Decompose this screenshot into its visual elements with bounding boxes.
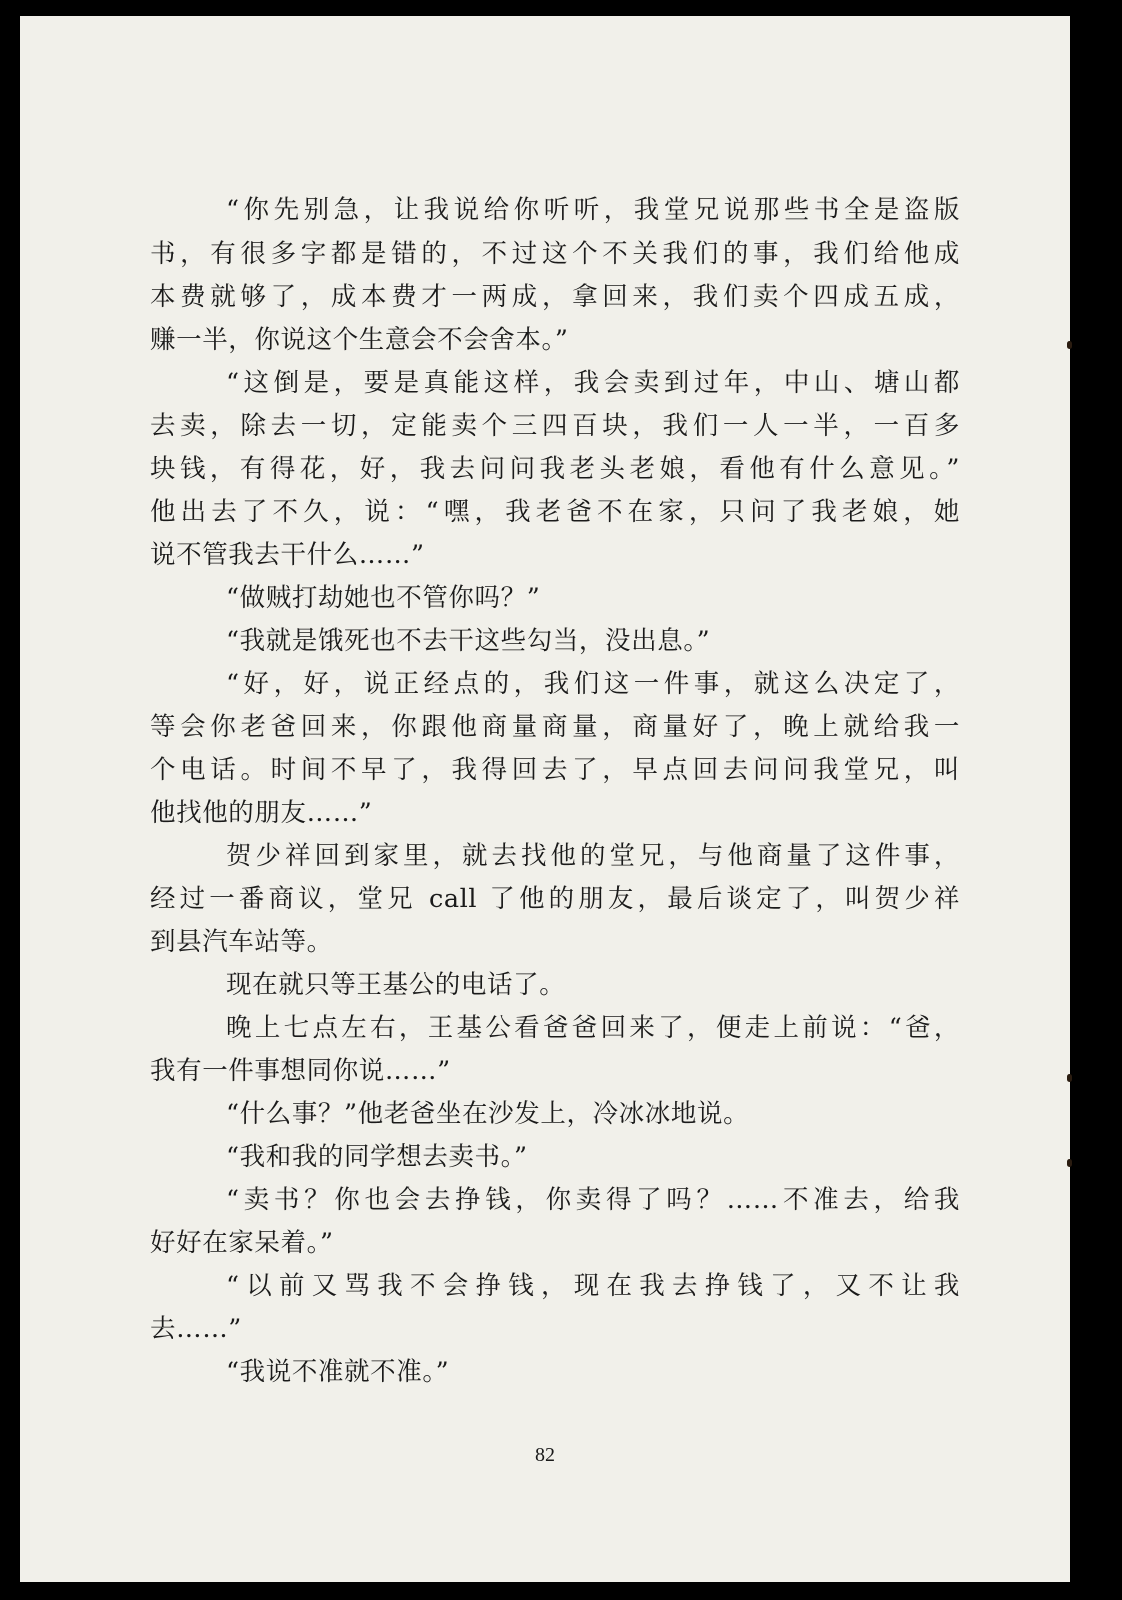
text-line: 我有一件事想同你说……” xyxy=(150,1056,451,1086)
text-line: “你先别急，让我说给你听听，我堂兄说那些书全是盗版 xyxy=(226,195,960,225)
page-edge-mark xyxy=(1067,341,1072,349)
text-line: 好好在家呆着。” xyxy=(150,1228,334,1258)
text-line: “我和我的同学想去卖书。” xyxy=(226,1142,528,1172)
page-body-text xyxy=(20,16,1070,1582)
page-edge-mark xyxy=(1067,1074,1072,1082)
text-line: “我说不准就不准。” xyxy=(226,1357,450,1387)
text-line: 他出去了不久，说：“嘿，我老爸不在家，只问了我老娘，她 xyxy=(150,497,960,527)
text-line: “我就是饿死也不去干这些勾当，没出息。” xyxy=(226,626,711,656)
text-line: “什么事？”他老爸坐在沙发上，冷冰冰地说。 xyxy=(226,1099,750,1129)
book-page xyxy=(20,16,1070,1582)
text-line: 个电话。时间不早了，我得回去了，早点回去问问我堂兄，叫 xyxy=(150,755,960,785)
text-line: 块钱，有得花，好，我去问问我老头老娘，看他有什么意见。” xyxy=(150,454,960,484)
text-line: “以前又骂我不会挣钱，现在我去挣钱了，又不让我 xyxy=(226,1271,960,1301)
text-line: “好，好，说正经点的，我们这一件事，就这么决定了， xyxy=(226,669,960,699)
text-line: 到县汽车站等。 xyxy=(150,927,333,957)
page-number: 82 xyxy=(535,1444,555,1466)
page-edge-mark xyxy=(1067,1159,1072,1167)
text-line: 说不管我去干什么……” xyxy=(150,540,425,570)
text-line: “做贼打劫她也不管你吗？” xyxy=(226,583,541,613)
text-line: 去卖，除去一切，定能卖个三四百块，我们一人一半，一百多 xyxy=(150,411,960,441)
text-line: 等会你老爸回来，你跟他商量商量，商量好了，晚上就给我一 xyxy=(150,712,960,742)
text-line: 晚上七点左右，王基公看爸爸回来了，便走上前说：“爸， xyxy=(226,1013,960,1043)
text-line: 现在就只等王基公的电话了。 xyxy=(226,970,566,1000)
text-line: 他找他的朋友……” xyxy=(150,798,373,828)
text-line: 去……” xyxy=(150,1314,242,1344)
text-line: “这倒是，要是真能这样，我会卖到过年，中山、塘山都 xyxy=(226,368,960,398)
text-line: 经过一番商议，堂兄 call 了他的朋友，最后谈定了，叫贺少祥 xyxy=(150,884,960,914)
text-line: 本费就够了，成本费才一两成，拿回来，我们卖个四成五成， xyxy=(150,282,960,312)
text-line: 贺少祥回到家里，就去找他的堂兄，与他商量了这件事， xyxy=(226,841,960,871)
text-line: “卖书？你也会去挣钱，你卖得了吗？……不准去，给我 xyxy=(226,1185,960,1215)
text-line: 书，有很多字都是错的，不过这个不关我们的事，我们给他成 xyxy=(150,239,960,269)
text-line: 赚一半，你说这个生意会不会舍本。” xyxy=(150,325,569,355)
